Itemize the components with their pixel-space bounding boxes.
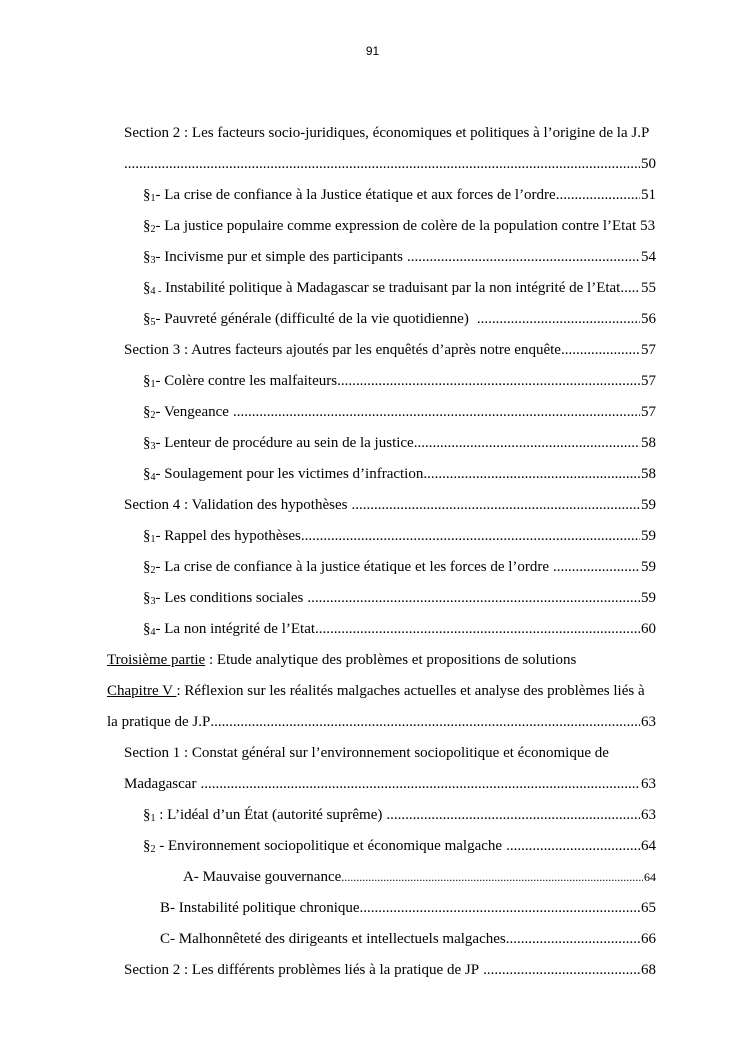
toc-page-number: 64 <box>644 870 656 884</box>
dot-leader <box>620 273 640 304</box>
paragraph-index: 1 <box>150 379 156 390</box>
toc-entry-text: Instabilité politique à Madagascar se traduisant par la non intégrité de l’Etat <box>161 280 621 296</box>
toc-entry-section-2-title <box>107 118 656 149</box>
toc-entry <box>107 800 656 831</box>
toc-entry-text: : L’idéal d’un État (autorité suprême) <box>155 807 383 823</box>
toc-page-number: 57 <box>641 342 656 358</box>
toc-entry <box>107 366 656 397</box>
toc-page-number: 63 <box>641 776 656 792</box>
section-symbol: § <box>143 435 151 451</box>
paragraph-index: 2 <box>150 410 156 421</box>
toc-page-number: 60 <box>641 621 656 637</box>
dot-leader <box>414 428 640 459</box>
toc-entry <box>107 521 656 552</box>
toc-entry-text: - La crise de confiance à la justice étatique et les forces de l’ordre <box>155 559 550 575</box>
toc-entry <box>107 397 656 428</box>
toc-page-number: 59 <box>641 497 656 513</box>
toc-entry <box>107 459 656 490</box>
toc-page-number: 59 <box>641 528 656 544</box>
toc-entry-section-2-leader <box>107 149 656 180</box>
paragraph-index: 2 <box>150 565 156 576</box>
section-symbol: § <box>143 280 151 296</box>
toc-entry <box>107 428 656 459</box>
toc-entry <box>107 304 656 335</box>
paragraph-index: 3 <box>150 441 156 452</box>
dot-leader <box>382 800 640 831</box>
toc-entry <box>107 273 656 304</box>
toc-entry <box>107 614 656 645</box>
paragraph-index: 2 <box>150 844 156 855</box>
dot-leader <box>549 552 640 583</box>
toc-entry-text: - Les conditions sociales <box>155 590 304 606</box>
section-symbol: § <box>143 528 151 544</box>
toc-subentry <box>107 893 656 924</box>
toc-entry-text: Section 1 : Constat général sur l’environnement sociopolitique et économique de <box>124 745 609 761</box>
dot-leader <box>360 893 640 924</box>
toc-chapter-heading-cont <box>107 707 656 738</box>
chapter-label: Chapitre V <box>107 683 177 699</box>
toc-entry-text: C- Malhonnêteté des dirigeants et intellectuels malgaches <box>160 931 506 947</box>
section-symbol: § <box>143 218 151 234</box>
dot-leader <box>502 831 640 862</box>
toc-page-number: 50 <box>641 156 656 172</box>
paragraph-index: 1 <box>150 813 156 824</box>
toc-page-number: 56 <box>641 311 656 327</box>
section-symbol: § <box>143 807 151 823</box>
toc-entry-text: Section 2 : Les différents problèmes liés à la pratique de JP <box>124 962 480 978</box>
section-symbol: § <box>143 559 151 575</box>
toc-page-number: 63 <box>641 807 656 823</box>
dot-leader <box>315 614 640 645</box>
paragraph-index: 4 <box>150 472 156 483</box>
toc-page-number: 53 <box>640 218 656 234</box>
table-of-contents <box>107 118 656 986</box>
toc-entry-text: : Etude analytique des problèmes et propositions de solutions <box>205 652 577 668</box>
toc-entry-text: - Lenteur de procédure au sein de la justice <box>155 435 414 451</box>
toc-entry-section <box>107 738 656 769</box>
dot-leader <box>210 707 640 738</box>
toc-page-number: 57 <box>641 404 656 420</box>
section-symbol: § <box>143 187 151 203</box>
toc-entry <box>107 180 656 211</box>
paragraph-index: 3 <box>150 255 156 266</box>
toc-page-number: 51 <box>641 187 656 203</box>
dot-leader <box>561 335 640 366</box>
dot-leader <box>229 397 640 428</box>
toc-entry-text: - Colère contre les malfaiteurs <box>155 373 338 389</box>
section-symbol: § <box>143 249 151 265</box>
toc-entry-text: - La crise de confiance à la Justice étatique et aux forces de l’ordre <box>155 187 556 203</box>
toc-page-number: 59 <box>641 590 656 606</box>
toc-page-number: 63 <box>641 714 656 730</box>
toc-entry-text: Section 2 : Les facteurs socio-juridiques, économiques et politiques à l’origine de la J.P <box>124 125 650 141</box>
dot-leader <box>347 490 640 521</box>
paragraph-index: 1 <box>150 193 156 204</box>
toc-entry-text: : Réflexion sur les réalités malgaches actuelles et analyse des problèmes liés à <box>176 683 645 699</box>
section-symbol: § <box>143 373 151 389</box>
dot-leader <box>423 459 640 490</box>
section-symbol: § <box>143 404 151 420</box>
toc-entry-section <box>107 490 656 521</box>
toc-entry-text: B- Instabilité politique chronique <box>160 900 360 916</box>
page-number: 91 <box>365 44 380 58</box>
dot-leader <box>337 366 640 397</box>
dot-leader <box>506 924 640 955</box>
paragraph-index: 4 - <box>150 286 162 297</box>
toc-entry-text: - La non intégrité de l’Etat <box>155 621 316 637</box>
paragraph-index: 5 <box>150 317 156 328</box>
toc-page-number: 57 <box>641 373 656 389</box>
toc-page-number: 58 <box>641 466 656 482</box>
toc-page-number: 66 <box>641 931 656 947</box>
toc-entry <box>107 831 656 862</box>
toc-entry-section <box>107 955 656 986</box>
section-symbol: § <box>143 466 151 482</box>
paragraph-index: 2 <box>150 224 156 235</box>
toc-page-number: 64 <box>641 838 656 854</box>
section-symbol: § <box>143 621 151 637</box>
toc-subentry <box>107 924 656 955</box>
dot-leader <box>469 304 640 335</box>
dot-leader <box>341 862 643 893</box>
toc-entry <box>107 552 656 583</box>
toc-entry-text: - Pauvreté générale (difficulté de la vie quotidienne) <box>155 311 469 327</box>
toc-entry-text: Madagascar <box>124 776 197 792</box>
toc-entry <box>107 211 656 242</box>
dot-leader <box>196 769 640 800</box>
toc-page-number: 58 <box>641 435 656 451</box>
toc-entry-section <box>107 335 656 366</box>
toc-entry-section-cont <box>107 769 656 800</box>
paragraph-index: 3 <box>150 596 156 607</box>
toc-entry-text: la pratique de J.P <box>107 714 211 730</box>
toc-entry <box>107 583 656 614</box>
toc-entry-text: - Vengeance <box>155 404 229 420</box>
dot-leader <box>556 180 640 211</box>
toc-page-number: 65 <box>641 900 656 916</box>
toc-entry-text: - Rappel des hypothèses <box>155 528 301 544</box>
paragraph-index: 1 <box>150 534 156 545</box>
toc-page-number: 68 <box>641 962 656 978</box>
toc-page-number: 54 <box>641 249 656 265</box>
part-label: Troisième partie <box>107 652 206 668</box>
toc-subentry <box>107 862 656 893</box>
toc-chapter-heading <box>107 676 656 707</box>
dot-leader <box>124 149 640 180</box>
toc-entry-text: - Incivisme pur et simple des participants <box>155 249 403 265</box>
section-symbol: § <box>143 590 151 606</box>
section-symbol: § <box>143 311 151 327</box>
toc-page-number: 55 <box>641 280 656 296</box>
section-symbol: § <box>143 838 151 854</box>
toc-entry-text: - Soulagement pour les victimes d’infraction <box>155 466 424 482</box>
dot-leader <box>301 521 640 552</box>
toc-part-heading <box>107 645 656 676</box>
dot-leader <box>303 583 640 614</box>
paragraph-index: 4 <box>150 627 156 638</box>
toc-entry-text: Section 3 : Autres facteurs ajoutés par les enquêtés d’après notre enquête <box>124 342 561 358</box>
dot-leader <box>479 955 640 986</box>
toc-entry-text: Section 4 : Validation des hypothèses <box>124 497 348 513</box>
toc-page-number: 59 <box>641 559 656 575</box>
toc-entry-text: A- Mauvaise gouvernance <box>183 869 342 885</box>
toc-entry-text: - La justice populaire comme expression de colère de la population contre l’Etat <box>155 218 637 234</box>
toc-entry <box>107 242 656 273</box>
dot-leader <box>403 242 640 273</box>
toc-entry-text: - Environnement sociopolitique et économique malgache <box>155 838 503 854</box>
